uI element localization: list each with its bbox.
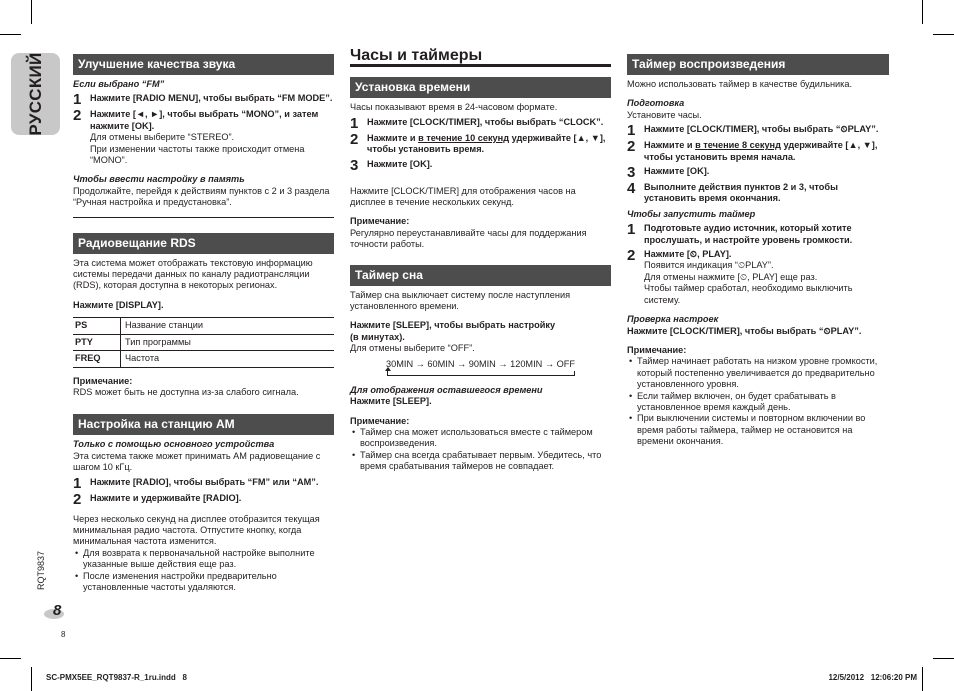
condition-label: Если выбрано “FM”: [73, 79, 165, 89]
sleep-sequence-diagram: 30MIN → 60MIN → 90MIN → 120MIN → OFF: [350, 359, 611, 381]
step: 2 Нажмите и в течение 10 секунд удерживайте [▲, ▼], чтобы установить время.: [350, 130, 606, 155]
section-title-sleep: Таймер сна: [350, 265, 611, 286]
step: 3 Нажмите [OK].: [627, 164, 710, 182]
crop-mark: [922, 0, 923, 24]
section-title-play-timer: Таймер воспроизведения: [627, 54, 889, 75]
step: 1 Подготовьте аудио источник, который хотите прослушать, и настройте уровень громкости.: [627, 221, 853, 245]
middle-column: Часы и таймеры Установка времени Часы показывают время в 24-часовом формате. 1 Нажмите [CLOCK/TIMER], чтобы выбрать “CLOCK”. 2 Нажмите и в течение 10 секунд удерживайте [▲, ▼], чтобы установить время. 3 Нажмите [OK]. Нажмите [CLOCK/TIMER] для отображения часов на дисплее в течение нескольких секунд. Примечание: Регулярно переустанавливайте часы для поддержания точности работы. Таймер сна Таймер сна выключает систему после наступления установленного времени. Нажмите [SLEEP], чтобы выбрать настройку (в минутах). Для отмены выберите “OFF”. 30MIN → 60MIN → 90MIN → 120MIN → OFF Для отображения оставшегося времени Нажмите [SLEEP]. Примечание: • Таймер сна может использоваться вместе с таймером воспроизведения. • Таймер сна всегда срабатывает первым. Убедитесь, что время срабатывания таймеров не совпадает.: [350, 50, 611, 473]
right-column: Таймер воспроизведения Можно использовать таймер в качестве будильника. Подготовка Установите часы. 1 Нажмите [CLOCK/TIMER], чтобы выбрать “⏲PLAY”. 2 Нажмите и в течение 8 секунд удерживайте [▲, ▼], чтобы установить время начала. 3 Нажмите [OK]. 4 Выполните действия пунктов 2 и 3, чтобы установить время окончания. Чтобы запустить таймер 1 Подготовьте аудио источник, который хотите прослушать, и настройте уровень громкости. 2 Нажмите [⏲, PLAY]. Появится индикация “⏲PLAY”. Для отмены нажмите [⏲, PLAY] еще раз. Чтобы таймер сработал, необходимо выключить систему. Проверка настроек Нажмите [CLOCK/TIMER], чтобы выбрать “⏲PLAY”. Примечание: • Таймер начинает работать на низком уровне громкости, который постепенно увеличивается до предварительно установленного уровня. • Если таймер включен, он будет срабатывать в установленное время каждый день. • При выключении системы и повторном включении во время работы таймера, таймер не остановится на времени окончания.: [627, 54, 889, 448]
crop-mark: [0, 34, 21, 35]
footer-datetime: 12/5/2012 12:06:20 PM: [828, 673, 917, 682]
page-title: Часы и таймеры: [350, 50, 611, 67]
left-column: Улучшение качества звука Если выбрано “FM” 1 Нажмите [RADIO MENU], чтобы выбрать “FM MODE”. 2 Нажмите [◄, ►], чтобы выбрать “MONO”, и затем нажмите [OK]. Для отмены выберите “STEREO”. При изменении частоты также происходит отмена “MONO”. Чтобы ввести настройку в память Продолжайте, перейдя к действиям пунктов с 2 и 3 раздела “Ручная настройка и предустановка”. Радиовещание RDS Эта система может отображать текстовую информацию системы передачи данных по каналу радиотрансляции (RDS), которая доступна в некоторых регионах. Нажмите [DISPLAY]. PS Название станции PTY Тип программы FREQ Частота Примечание: RDS может быть не доступна из-за слабого сигнала. Настройка на станцию AM Только с помощью основного устройства Эта система также может принимать AM радиовещание с шагом 10 кГц. 1 Нажмите [RADIO], чтобы выбрать “FM” или “AM”. 2 Нажмите и удерживайте [RADIO]. Через несколько секунд на дисплее отобразится текущая минимальная радио частота. Отпустите кнопку, когда минимальная частота изменится. • Для возврата к первоначальной настройке выполните указанные выше действия еще раз. • После изменения настройки предварительно установленные частоты удаляются.: [73, 54, 334, 593]
crop-mark: [0, 658, 21, 659]
section-title-am: Настройка на станцию AM: [73, 414, 334, 435]
step: 1 Нажмите [RADIO MENU], чтобы выбрать “FM MODE”.: [73, 91, 333, 109]
step: 3 Нажмите [OK].: [350, 156, 433, 174]
table-row: PS Название станции: [73, 318, 334, 334]
crop-mark: [933, 34, 954, 35]
step: 1 Нажмите [RADIO], чтобы выбрать “FM” или “AM”.: [73, 474, 319, 492]
section-title-sound: Улучшение качества звука: [73, 54, 334, 75]
language-tab: РУССКИЙ: [11, 53, 60, 135]
footer-file: SC-PMX5EE_RQT9837-R_1ru.indd 8: [46, 673, 187, 682]
side-code: RQT9837: [36, 550, 46, 590]
crop-mark: [31, 667, 32, 691]
step: 2 Нажмите и в течение 8 секунд удерживайте [▲, ▼], чтобы установить время начала.: [627, 138, 878, 162]
crop-mark: [922, 667, 923, 691]
crop-mark: [31, 0, 32, 24]
am-notes: • Для возврата к первоначальной настройке выполните указанные выше действия еще раз. • После изменения настройки предварительно установленные частоты удаляются.: [73, 548, 334, 594]
table-row: PTY Тип программы: [73, 334, 334, 350]
page-number: 8: [61, 630, 66, 639]
step: 2 Нажмите [⏲, PLAY]. Появится индикация “⏲PLAY”. Для отмены нажмите [⏲, PLAY] еще раз. Чтобы таймер сработал, необходимо выключить систему.: [627, 247, 853, 305]
rds-table: [73, 317, 334, 367]
step: 1 Нажмите [CLOCK/TIMER], чтобы выбрать “⏲PLAY”.: [627, 122, 879, 140]
memory-title: Чтобы ввести настройку в память: [73, 174, 245, 185]
play-timer-notes: • Таймер начинает работать на низком уровне громкости, который постепенно увеличивается до предварительно установленного уровня. • Если таймер включен, он будет срабатывать в установленное время каждый день. • При выключении системы и повторном включении во время работы таймера, таймер не остановится на времени окончания.: [627, 356, 889, 447]
crop-mark: [933, 658, 954, 659]
step: 2 Нажмите [◄, ►], чтобы выбрать “MONO”, и затем нажмите [OK]. Для отмены выберите “STEREO”. При изменении частоты также происходит отмена “MONO”.: [73, 107, 319, 166]
table-row: FREQ Частота: [73, 351, 334, 367]
section-title-clock: Установка времени: [350, 77, 611, 98]
return-arrow-icon: [387, 371, 575, 376]
step: 2 Нажмите и удерживайте [RADIO].: [73, 490, 242, 508]
section-title-rds: Радиовещание RDS: [73, 233, 334, 254]
step: 4 Выполните действия пунктов 2 и 3, чтобы установить время окончания.: [627, 180, 838, 204]
page-badge: 8: [44, 604, 66, 618]
sleep-notes: • Таймер сна может использоваться вместе с таймером воспроизведения. • Таймер сна всегда срабатывает первым. Убедитесь, что время срабатывания таймеров не совпадает.: [350, 427, 611, 473]
step: 1 Нажмите [CLOCK/TIMER], чтобы выбрать “CLOCK”.: [350, 114, 604, 132]
